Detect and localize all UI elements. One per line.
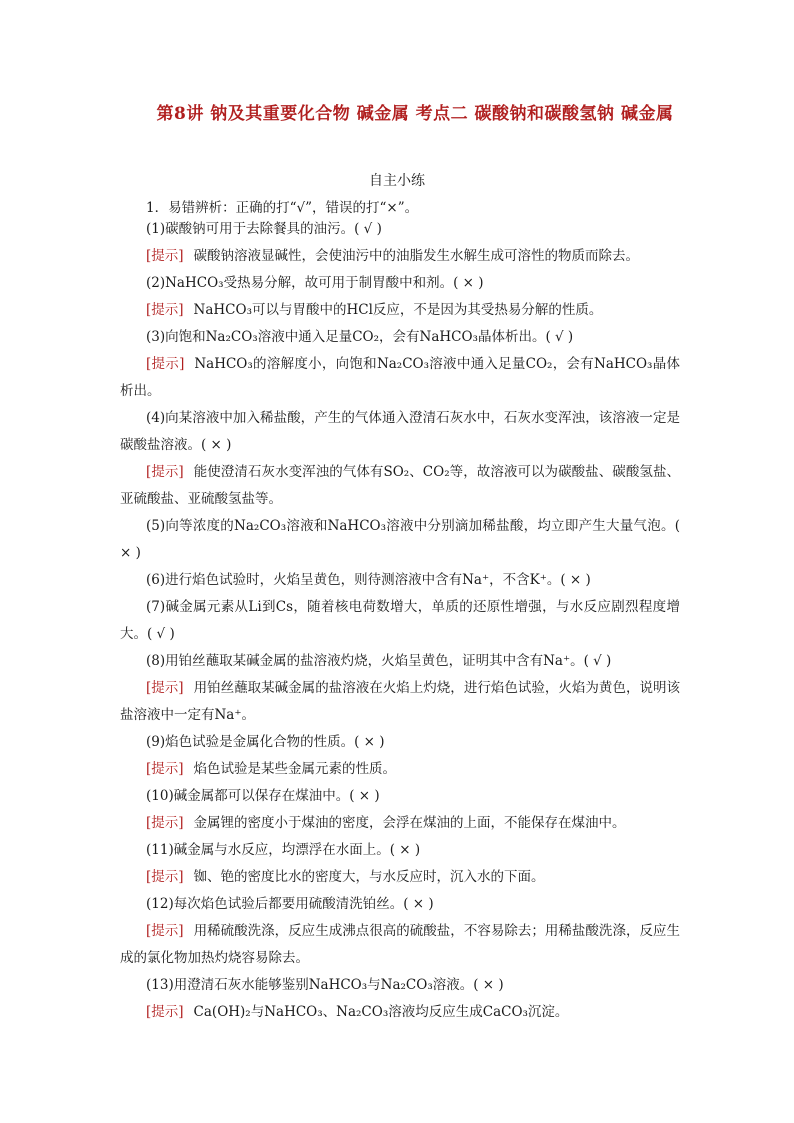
exercise-instruction: 1．易错辨析：正确的打“√”，错误的打“×”。 (146, 200, 419, 216)
hint-paragraph (120, 756, 680, 783)
hint-paragraph (120, 675, 680, 729)
question-item (120, 270, 680, 297)
question-item (120, 594, 680, 648)
question-text: (10)碱金属都可以保存在煤油中。( × ) (146, 788, 380, 804)
hint-paragraph (120, 810, 680, 837)
question-text: (1)碳酸钠可用于去除餐具的油污。( √ ) (146, 221, 382, 237)
hint-paragraph (120, 459, 680, 513)
hint-tag: [提示] (146, 869, 184, 885)
hint-paragraph (120, 918, 680, 972)
hint-tag: [提示] (146, 923, 184, 939)
hint-tag: [提示] (146, 1004, 184, 1020)
hint-paragraph (120, 243, 680, 270)
question-item (120, 567, 680, 594)
question-item (120, 648, 680, 675)
section-subtitle: 自主小练 (369, 173, 425, 189)
question-item (120, 513, 680, 567)
question-text: (5)向等浓度的Na₂CO₃溶液和NaHCO₃溶液中分别滴加稀盐酸，均立即产生大量气泡。( × ) (120, 518, 680, 561)
hint-text: 碳酸钠溶液显碱性，会使油污中的油脂发生水解生成可溶性的物质而除去。 (193, 248, 640, 264)
hint-paragraph (120, 297, 680, 324)
question-item (120, 405, 680, 459)
hint-paragraph (120, 864, 680, 891)
hint-text: NaHCO₃可以与胃酸中的HCl反应，不是因为其受热易分解的性质。 (193, 302, 603, 318)
hint-text: 用稀硫酸洗涤，反应生成沸点很高的硫酸盐，不容易除去；用稀盐酸洗涤，反应生成的氯化物加热灼烧容易除去。 (120, 923, 680, 966)
hint-tag: [提示] (146, 302, 184, 318)
hint-tag: [提示] (146, 356, 185, 372)
question-text: (3)向饱和Na₂CO₃溶液中通入足量CO₂，会有NaHCO₃晶体析出。( √ ) (146, 329, 574, 345)
hint-paragraph (120, 351, 680, 405)
lesson-title: 第8讲 钠及其重要化合物 碱金属 考点二 碳酸钠和碳酸氢钠 碱金属 (156, 104, 674, 124)
hint-text: 金属锂的密度小于煤油的密度，会浮在煤油的上面，不能保存在煤油中。 (193, 815, 626, 831)
hint-tag: [提示] (146, 815, 184, 831)
hint-tag: [提示] (146, 464, 184, 480)
question-item (120, 216, 680, 243)
hint-tag: [提示] (146, 248, 184, 264)
question-text: (13)用澄清石灰水能够鉴别NaHCO₃与Na₂CO₃溶液。( × ) (146, 977, 504, 993)
question-text: (11)碱金属与水反应，均漂浮在水面上。( × ) (146, 842, 421, 858)
hint-text: 铷、铯的密度比水的密度大，与水反应时，沉入水的下面。 (193, 869, 545, 885)
question-item (120, 891, 680, 918)
question-item (120, 972, 680, 999)
question-text: (8)用铂丝蘸取某碱金属的盐溶液灼烧，火焰呈黄色，证明其中含有Na⁺。( √ ) (146, 653, 612, 669)
hint-paragraph (120, 999, 680, 1026)
question-item (120, 783, 680, 810)
hint-text: 用铂丝蘸取某碱金属的盐溶液在火焰上灼烧，进行焰色试验，火焰为黄色，说明该盐溶液中一定有Na⁺。 (120, 680, 680, 723)
hint-text: 焰色试验是某些金属元素的性质。 (193, 761, 397, 777)
question-text: (6)进行焰色试验时，火焰呈黄色，则待测溶液中含有Na⁺，不含K⁺。( × ) (146, 572, 591, 588)
question-text: (4)向某溶液中加入稀盐酸，产生的气体通入澄清石灰水中，石灰水变浑浊，该溶液一定是碳酸盐溶液。( × ) (120, 410, 680, 453)
question-item (120, 324, 680, 351)
hint-tag: [提示] (146, 680, 184, 696)
exercise-list (120, 216, 680, 1026)
hint-text: NaHCO₃的溶解度小，向饱和Na₂CO₃溶液中通入足量CO₂，会有NaHCO₃晶体析出。 (120, 356, 680, 399)
question-text: (7)碱金属元素从Li到Cs，随着核电荷数增大，单质的还原性增强，与水反应剧烈程度增大。( √ ) (120, 599, 680, 642)
question-text: (9)焰色试验是金属化合物的性质。( × ) (146, 734, 385, 750)
question-text: (12)每次焰色试验后都要用硫酸清洗铂丝。( × ) (146, 896, 434, 912)
hint-text: Ca(OH)₂与NaHCO₃、Na₂CO₃溶液均反应生成CaCO₃沉淀。 (193, 1004, 569, 1020)
question-item (120, 837, 680, 864)
question-text: (2)NaHCO₃受热易分解，故可用于制胃酸中和剂。( × ) (146, 275, 484, 291)
hint-tag: [提示] (146, 761, 184, 777)
hint-text: 能使澄清石灰水变浑浊的气体有SO₂、CO₂等，故溶液可以为碳酸盐、碳酸氢盐、亚硫酸盐、亚硫酸氢盐等。 (120, 464, 680, 507)
question-item (120, 729, 680, 756)
